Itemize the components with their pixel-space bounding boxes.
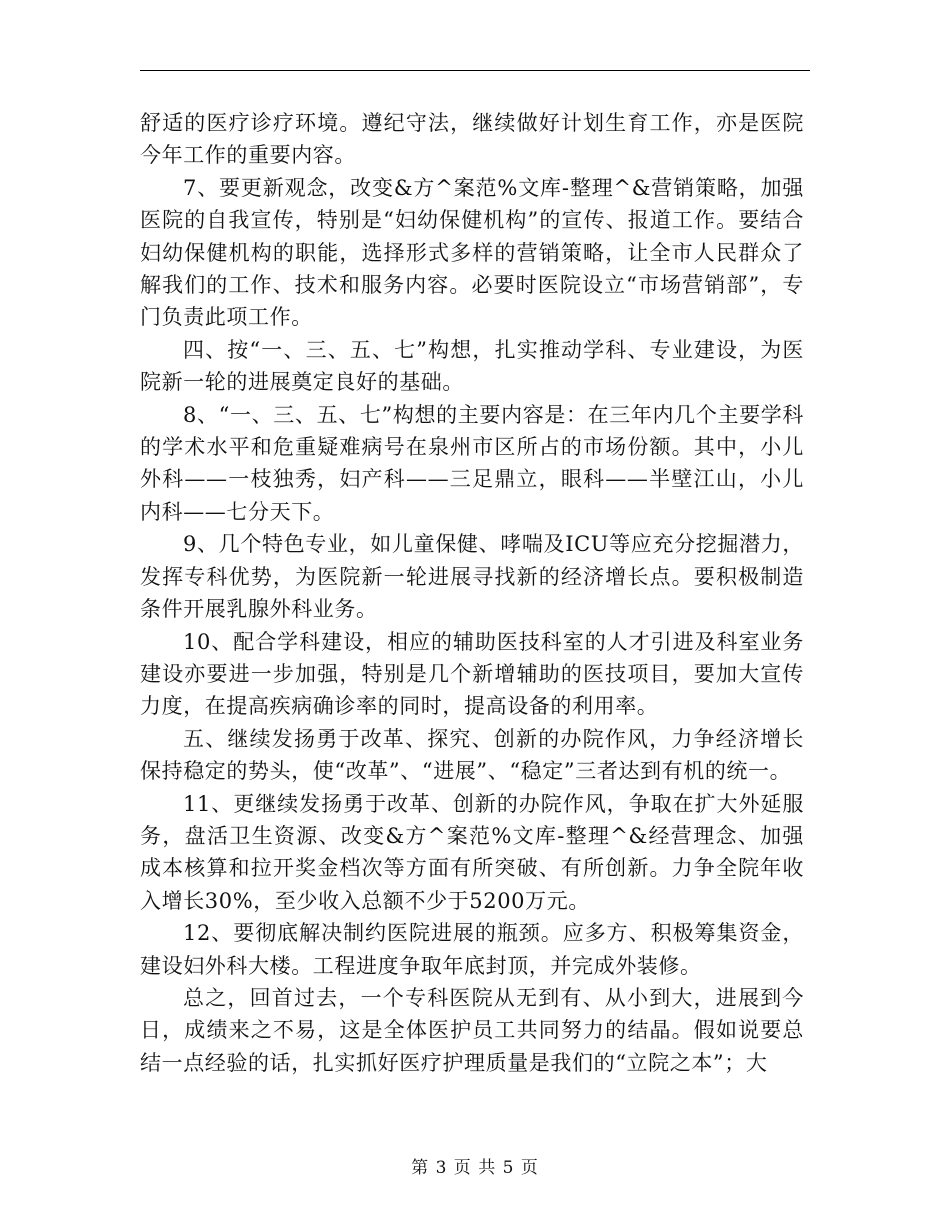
header-rule bbox=[140, 70, 810, 71]
page-footer bbox=[0, 1153, 950, 1178]
paragraph-continuation: 舒适的医疗诊疗环境。遵纪守法，继续做好计划生育工作，亦是医院今年工作的重要内容。 bbox=[140, 111, 804, 168]
paragraph-section-4: 四、按“一、三、五、七”构想，扎实推动学科、专业建设，为医院新一轮的进展奠定良好的基础。 bbox=[140, 337, 804, 395]
paragraph-section-5: 五、继续发扬勇于改革、探究、创新的办院作风，力争经济增长保持稳定的势头，使“改革”、“进展”、“稳定”三者达到有机的统一。 bbox=[140, 726, 804, 784]
paragraph-item-11: 11、更继续发扬勇于改革、创新的办院作风，争取在扩大外延服务，盘活卫生资源、改变&方^案范%文库-整理^&经营理念、加强成本核算和拉开奖金档次等方面有所突破、有所创新。力争全院年收入增长30%，至少收入总额不少于5200万元。 bbox=[140, 791, 804, 913]
paragraph-item-7: 7、要更新观念，改变&方^案范%文库-整理^&营销策略，加强医院的自我宣传，特别是“妇幼保健机构”的宣传、报道工作。要结合妇幼保健机构的职能，选择形式多样的营销策略，让全市人民群众了解我们的工作、技术和服务内容。必要时医院设立“市场营销部”，专门负责此项工作。 bbox=[140, 175, 804, 330]
paragraph-item-8: 8、“一、三、五、七”构想的主要内容是：在三年内几个主要学科的学术水平和危重疑难病号在泉州市区所占的市场份额。其中，小儿外科——一枝独秀，妇产科——三足鼎立，眼科——半壁江山，小儿内科——七分天下。 bbox=[140, 402, 804, 524]
page-number-label: 第 3 页 共 5 页 bbox=[411, 1158, 539, 1178]
paragraph-summary: 总之，回首过去，一个专科医院从无到有、从小到大，进展到今日，成绩来之不易，这是全体医护员工共同努力的结晶。假如说要总结一点经验的话，扎实抓好医疗护理质量是我们的“立院之本”；大 bbox=[140, 985, 804, 1075]
paragraph-item-10: 10、配合学科建设，相应的辅助医技科室的人才引进及科室业务建设亦要进一步加强，特别是几个新增辅助的医技项目，要加大宣传力度，在提高疾病确诊率的同时，提高设备的利用率。 bbox=[140, 629, 804, 719]
paragraph-item-9: 9、几个特色专业，如儿童保健、哮喘及ICU等应充分挖掘潜力，发挥专科优势，为医院新一轮进展寻找新的经济增长点。要积极制造条件开展乳腺外科业务。 bbox=[140, 532, 804, 622]
document-body bbox=[140, 107, 804, 1079]
paragraph-item-12: 12、要彻底解决制约医院进展的瓶颈。应多方、积极筹集资金，建设妇外科大楼。工程进度争取年底封顶，并完成外装修。 bbox=[140, 921, 804, 978]
